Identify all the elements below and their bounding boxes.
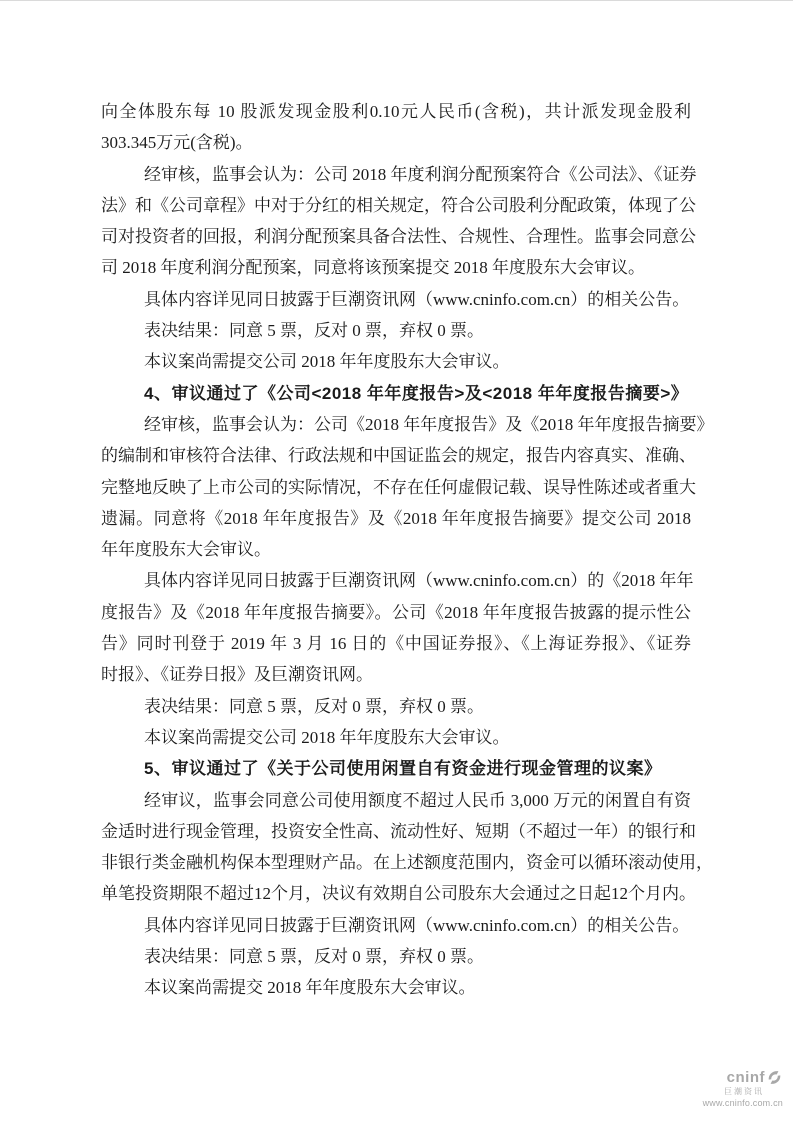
section-heading: 4、审议通过了《公司<2018 年年度报告>及<2018 年年度报告摘要>》 [144,383,689,403]
text-line: 司 2018 年度利润分配预案，同意将该预案提交 2018 年度股东大会审议。 [101,258,645,278]
text-line: 具体内容详见同日披露于巨潮资讯网（www.cninfo.com.cn）的相关公告。 [144,915,690,935]
text-line: 完整地反映了上市公司的实际情况，不存在任何虚假记载、误导性陈述或者重大 [101,477,696,497]
text-line: 司对投资者的回报，利润分配预案具备合法性、合规性、合理性。监事会同意公 [101,227,696,247]
cninfo-watermark [673,1069,783,1108]
text-line: 本议案尚需提交 2018 年年度股东大会审议。 [144,978,476,998]
text-line: 本议案尚需提交公司 2018 年年度股东大会审议。 [144,352,510,372]
text-line: 单笔投资期限不超过12个月，决议有效期自公司股东大会通过之日起12个月内。 [101,884,696,904]
section-heading: 5、审议通过了《关于公司使用闲置自有资金进行现金管理的议案》 [144,759,662,779]
text-line: 非银行类金融机构保本型理财产品。在上述额度范围内，资金可以循环滚动使用， [101,853,713,873]
text-line: 303.345万元(含税)。 [101,133,253,153]
text-line: 向全体股东每 10 股派发现金股利0.10元人民币(含税)，共计派发现金股利 [101,102,691,121]
cninfo-url: www.cninfo.com.cn [702,1098,783,1108]
text-line: 告》同时刊登于 2019 年 3 月 16 日的《中国证券报》、《上海证券报》、《证券 [101,634,691,654]
text-line: 金适时进行现金管理，投资安全性高、流动性好、短期（不超过一年）的银行和 [101,821,696,841]
text-line: 的编制和审核符合法律、行政法规和中国证监会的规定，报告内容真实、准确、 [101,446,696,466]
cninfo-brand-chinese: 巨潮资讯 [724,1087,764,1096]
document-body [101,96,714,1004]
text-line: 表决结果：同意 5 票，反对 0 票，弃权 0 票。 [144,947,484,967]
text-line: 遗漏。同意将《2018 年年度报告》及《2018 年年度报告摘要》提交公司 2018 [101,508,691,528]
text-line: 具体内容详见同日披露于巨潮资讯网（www.cninfo.com.cn）的相关公告。 [144,289,690,309]
text-line: 年年度股东大会审议。 [101,540,271,560]
text-line: 经审核，监事会认为：公司《2018 年年度报告》及《2018 年年度报告摘要》 [144,414,714,434]
text-line: 表决结果：同意 5 票，反对 0 票，弃权 0 票。 [144,321,484,341]
text-line: 时报》、《证券日报》及巨潮资讯网。 [101,665,373,685]
page-top-edge-line [0,0,793,1]
cninfo-brand-row [673,1069,783,1086]
text-line: 表决结果：同意 5 票，反对 0 票，弃权 0 票。 [144,696,484,716]
cninfo-brand-text: cninf [726,1069,765,1086]
cninfo-swirl-icon [766,1069,783,1086]
text-line: 经审核，监事会认为：公司 2018 年度利润分配预案符合《公司法》、《证券 [144,164,697,184]
text-line: 本议案尚需提交公司 2018 年年度股东大会审议。 [144,727,510,747]
text-line: 度报告》及《2018 年年度报告摘要》。公司《2018 年年度报告披露的提示性公 [101,602,691,622]
text-line: 具体内容详见同日披露于巨潮资讯网（www.cninfo.com.cn）的《2018 年年 [144,571,694,591]
text-line: 法》和《公司章程》中对于分红的相关规定，符合公司股利分配政策，体现了公 [101,195,696,215]
text-line: 经审议，监事会同意公司使用额度不超过人民币 3,000 万元的闲置自有资 [144,790,691,810]
